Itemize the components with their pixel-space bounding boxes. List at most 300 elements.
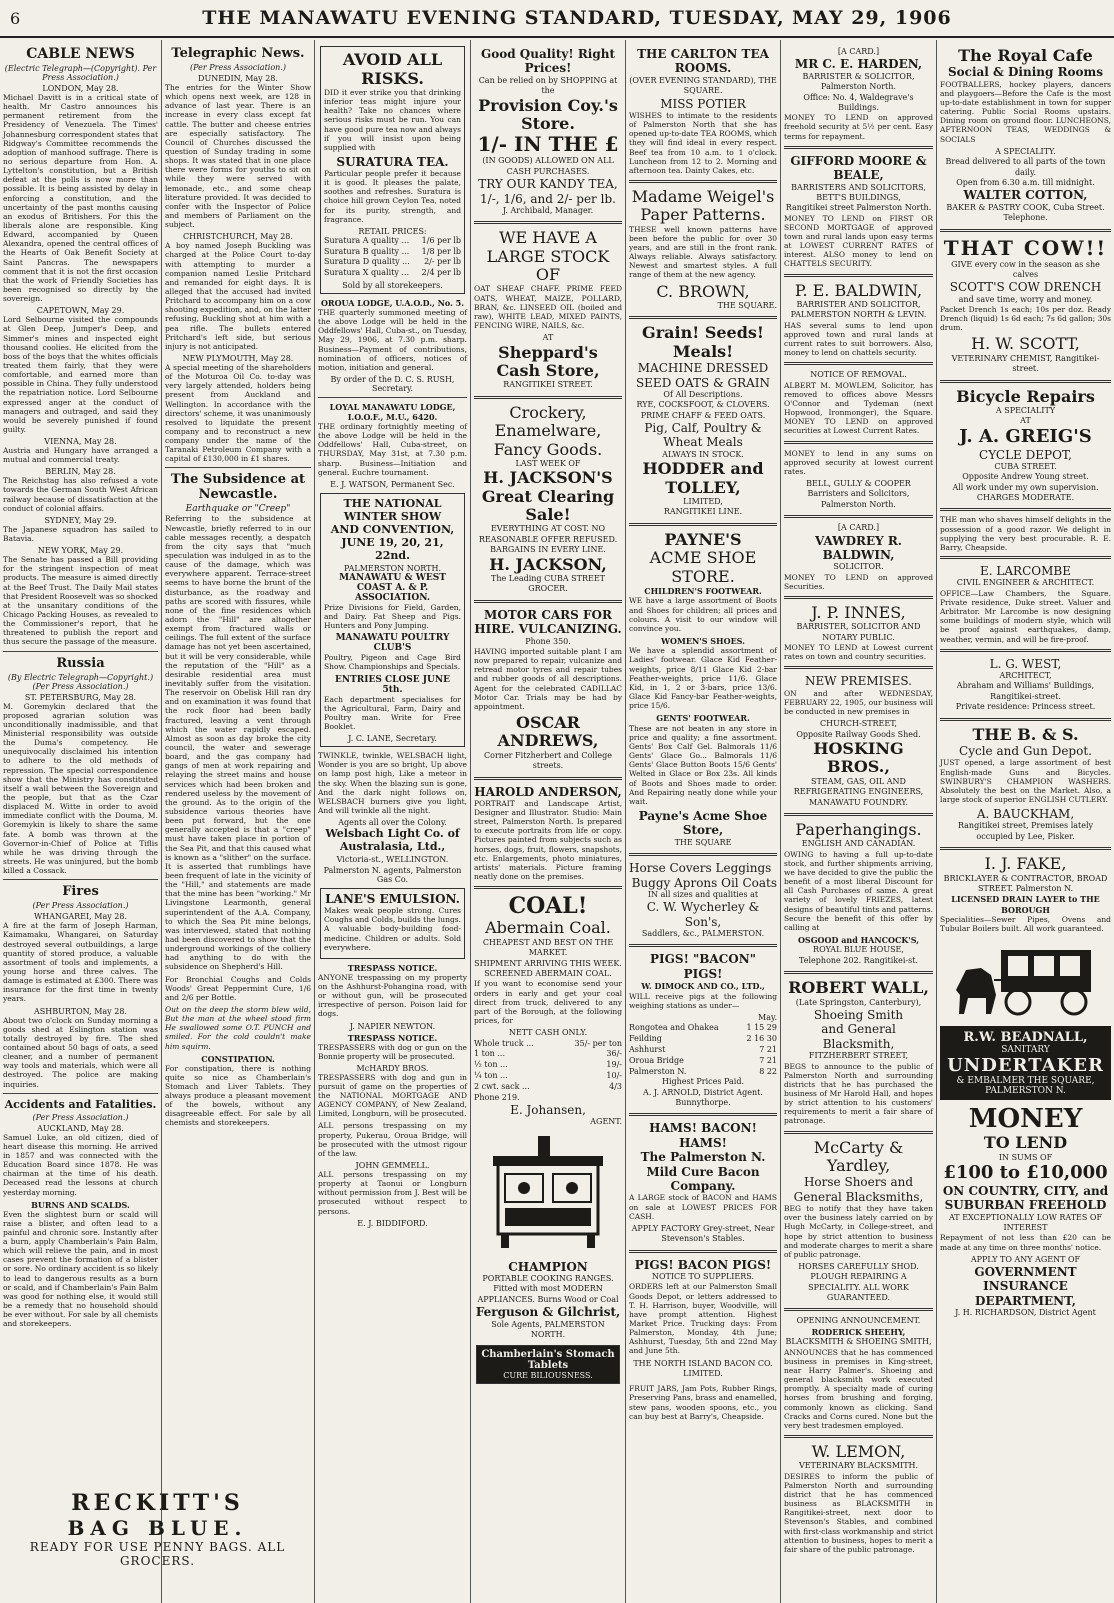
sheppard-store: Sheppard's Cash Store, <box>496 342 600 380</box>
at-greig: AT <box>1020 416 1031 426</box>
dateline-auckland: AUCKLAND, May 28. <box>37 1123 124 1133</box>
article-dunedin: The entries for the Winter Show which opens next week, are 128 in advance of last year. There is an increase in every class except fat cattle. The butter and cheese entries are especially satisfactory. The Council of Churches discussed the question of Sunday trading in some shops. It was stated that in one place there were forms for youths to sit on while they were served with lemonade, etc., and some cheap literature provided. It was decided to confer with the Inspector of Police and members of Parliament on the subject. <box>165 83 311 230</box>
mild-text: A LARGE stock of BACON and HAMS on sale at LOWEST PRICES FOR CASH. <box>629 1193 777 1221</box>
hodder: HODDER and TOLLEY, <box>642 459 764 497</box>
article-sydney: The Japanese squadron has sailed to Batavia. <box>3 524 158 544</box>
oroua-text: THE quarterly summoned meeting of the above Lodge will be held in the Oddfellows' Hall, Cuba-st., on Tuesday, May 29, 1906, at 7.30 p.m. sharp. Business—Payment of contributions, nomination of officers, notices of motion, initiation and general. <box>318 308 467 372</box>
dateline-berlin: BERLIN, May 28. <box>45 467 116 477</box>
column-6 <box>781 40 937 1603</box>
vawdrey-text: MONEY TO LEND on approved Securities. <box>784 572 933 591</box>
loyal-heading: LOYAL MANAWATU LODGE, I.O.O.F., M.U., 6420. <box>329 402 456 422</box>
vawdrey: VAWDREY R. BALDWIN, <box>815 533 902 562</box>
fires-sub: (Per Press Association.) <box>32 901 129 911</box>
always: ALWAYS IN STOCK. <box>662 449 744 459</box>
sold-label: Sold by all storekeepers. <box>342 281 443 291</box>
innes: J. P. INNES, <box>811 602 906 622</box>
royal-blue: ROYAL BLUE HOUSE, <box>813 945 904 955</box>
ad-baldwin <box>784 282 933 358</box>
mccarty: McCarty & Yardley, <box>813 1137 904 1175</box>
social: Social & Dining Rooms <box>947 65 1104 80</box>
station-row <box>629 1056 777 1067</box>
cbrown: C. BROWN, <box>656 281 750 301</box>
coal-row <box>474 1060 622 1071</box>
ad-harden <box>784 47 933 141</box>
poultry-club: MANAWATU POULTRY CLUB'S <box>335 633 450 654</box>
harden-title: BARRISTER & SOLICITOR, Palmerston North. <box>802 71 915 92</box>
station-row-value: 7 21 <box>759 1044 777 1054</box>
dateline-newplymouth: NEW PLYMOUTH, May 28. <box>182 353 294 363</box>
winter-line3: AND CONVENTION, <box>330 522 455 536</box>
bauckham-sub: Rangitikei street, Premises lately occupied by Lee, Pisker. <box>957 821 1094 841</box>
lane-secretary: J. C. LANE, Secretary. <box>348 734 437 744</box>
allsizes: IN all sizes and qualities at <box>647 889 759 899</box>
coal-row <box>474 1049 622 1060</box>
dimock-text: WILL receive pigs at the following weighing stations as under— <box>629 991 777 1010</box>
opp-young: Opposite Andrew Young street. <box>962 472 1089 482</box>
agent: AGENT. <box>590 1117 622 1127</box>
article-newplymouth: A special meeting of the shareholders of the Moturoa Oil Co. to-day was very largely attended, holders being present from Auckland and Wellington. In accordance with the directors' scheme, it was unanimously resolved to liquidate the present company and to reconstruct a new company under the name of the Taranaki Petroleum Company with a capital of £130,000 in £1 shares. <box>165 362 311 464</box>
at-sheppard: AT <box>542 333 554 343</box>
ad-constipation: For constipation, there is nothing quite so nice as Chamberlain's Stomach and Liver Tablets. They always produce a pleasant movement of the bowels, without any disagreeable effect. For sale by all chemists and storekeepers. <box>165 1063 311 1128</box>
ad-reckitts-bag-blue <box>0 1490 315 1568</box>
trespass5-sign: E. J. BIDDIFORD. <box>357 1218 428 1228</box>
page-number: 6 <box>10 8 21 28</box>
price-row-value: 1/8 per lb <box>421 246 461 256</box>
trespass4-sign: JOHN GEMMELL. <box>355 1161 430 1171</box>
osgood: OSGOOD and HANCOCK'S, <box>797 935 920 946</box>
ad-royal-cafe <box>940 47 1111 224</box>
sole-agents: Sole Agents, PALMERSTON NORTH. <box>491 1319 605 1340</box>
cotton: WALTER COTTON, <box>963 188 1088 203</box>
winter-line4: JUNE 19, 20, 21, 22nd. <box>341 535 444 562</box>
speciality: A SPECIALITY. <box>995 146 1056 156</box>
ad-jackson <box>474 404 622 595</box>
refrig: REFRIGERATING ENGINEERS, MANAWATU FOUNDRY. <box>793 787 924 807</box>
west: L. G. WEST, <box>989 656 1062 671</box>
baldwin-sub: BARRISTER AND SOLICITOR, PALMERSTON NORTH & LEVIN. <box>790 299 927 320</box>
russia-sub: (By Electric Telegraph—Copyright.) (Per Press Association.) <box>7 672 154 691</box>
harden-money: MONEY TO LEND on approved freehold security at 5½ per cent. Easy terms for repayment. <box>784 113 933 141</box>
telegraphic-heading: Telegraphic News. <box>171 46 305 61</box>
trespass3-text: TRESPASSERS with dog and gun in pursuit of game on the properties of the NATIONAL MORTGAGE AND AGENCY COMPANY, of New Zealand, Limited, Longburn, will be prosecuted. <box>318 1072 467 1119</box>
drain: LICENSED DRAIN LAYER to THE BOROUGH <box>951 894 1100 915</box>
ad-lemon <box>784 1443 933 1554</box>
bell-sub: Barristers and Solicitors, Palmerston North. <box>807 489 910 509</box>
ad-bs-cycle <box>940 726 1111 843</box>
winter-line5: PALMERSTON NORTH. <box>343 563 441 573</box>
trespass2-sign: McHARDY BROS. <box>356 1063 429 1073</box>
hosking: HOSKING BROS., <box>813 739 904 777</box>
carlton: THE CARLTON TEA ROOMS. <box>637 47 769 76</box>
ad-north-island-bacon <box>629 1258 777 1380</box>
price-row <box>324 257 461 268</box>
coal-row-label: Whole truck ... <box>474 1038 534 1048</box>
dateline-newyork: NEW YORK, May 29. <box>37 546 124 556</box>
removal: NOTICE OF REMOVAL. <box>810 370 907 380</box>
on-town: ON COUNTRY, CITY, and SUBURBAN FREEHOLD <box>942 1183 1109 1213</box>
station-row-label: Ashhurst <box>629 1044 666 1054</box>
trespass1-heading: TRESPASS NOTICE. <box>347 962 438 973</box>
opposite: Opposite Railway Goods Shed. <box>796 729 921 739</box>
cable-sub: (Electric Telegraph—(Copyright). Per Press Association.) <box>4 64 157 82</box>
prizes: Prize Divisions for Field, Garden, and Dairy. Fat Sheep and Pigs. Hunters and Pony Jumping. <box>324 602 461 631</box>
fitz: FITZHERBERT STREET, <box>808 1051 909 1061</box>
ad-mccarty <box>784 1139 933 1304</box>
beadnall: R.W. BEADNALL, <box>963 1029 1088 1045</box>
coal-title: COAL! <box>508 893 588 920</box>
ad-money-to-lend <box>940 1105 1111 1319</box>
govt-insurance: GOVERNMENT INSURANCE DEPARTMENT, <box>974 1265 1077 1308</box>
station-row-value: 8 22 <box>759 1066 777 1076</box>
bread: Bread delivered to all parts of the town daily. <box>945 157 1106 177</box>
shipment: SHIPMENT ARRIVING THIS WEEK. <box>474 958 622 968</box>
ad-carlton <box>629 47 777 175</box>
wall-text: BEGS to announce to the public of Palmerston North and surrounding districts that he has purchased the business of Mr Harold Hall, and hopes by strict attention to his customers' requirements to merit a fair share of patronage. <box>784 1061 933 1126</box>
pigs: PIGS! "BACON" PIGS! <box>650 952 756 981</box>
price-row-label: Suratura X quality ... <box>324 268 410 278</box>
prime: PRIME CHAFF & FEED OATS. <box>640 410 766 420</box>
station-row <box>629 1023 777 1034</box>
column-4 <box>471 40 626 1603</box>
ad-weigel <box>629 188 777 311</box>
oroua-heading: OROUA LODGE, U.A.O.D., No. 5. <box>320 298 465 309</box>
vawdrey-sub: SOLICITOR. <box>833 562 884 572</box>
coal-text: If you want to economise send your orders in early and get your coal direct from truck, delivered to any part of the Borough, at the following prices, for <box>474 979 622 1025</box>
newspaper-title: THE MANAWATU EVENING STANDARD, TUESDAY, MAY 29, 1906 <box>202 7 952 29</box>
harold-anderson: HAROLD ANDERSON, <box>474 784 622 799</box>
bell-text: MONEY to lend in any sums on approved security at lowest current rates. <box>784 448 933 476</box>
baldwin: P. E. BALDWIN, <box>794 280 923 300</box>
ad-west <box>940 657 1111 713</box>
coal-phone: Phone 219. <box>474 1092 520 1102</box>
welsbach-pn: Palmerston N. agents, Palmerston Gas Co. <box>323 866 462 885</box>
architect: ARCHITECT, <box>999 671 1052 681</box>
open-hours: Open from 6.30 a.m. till midnight. <box>956 177 1095 187</box>
seed: SEED OATS & GRAIN <box>635 375 771 390</box>
harden: MR C. E. HARDEN, <box>794 57 923 72</box>
lanes-text: Makes weak people strong. Cures Coughs and Colds, builds the lungs. A valuable body-building food-medicine. Children or adults. Sold everywhere. <box>324 906 461 952</box>
women-shoes: WOMEN'S SHOES. <box>661 635 745 646</box>
embalmer: & EMBALMER THE SQUARE, PALMERSTON N. <box>956 1075 1095 1096</box>
mccarty-sub: Horse Shoers and General Blacksmiths, <box>793 1175 924 1204</box>
limited: LIMITED, <box>683 497 723 507</box>
potier-text: WISHES to intimate to the residents of Palmerston North that she has opened up-to-date TEA ROOMS, which they will find ideal in every respect. Beef tea from 10 a.m. to 1 o'clock. Luncheon from 12 to 2. Morning and afternoon tea. Dainty Cakes, etc. <box>629 110 777 175</box>
cycle-gun: Cycle and Gun Depot. <box>959 744 1092 758</box>
cow-text: GIVE every cow in the season as she calves <box>951 259 1100 279</box>
crockery: Crockery, Enamelware, Fancy Goods. <box>493 402 603 459</box>
article-burns: Even the slightest burn or scald will raise a blister, and often lead to a painful and chronic sore. Instantly after a burn, apply Chamberlain's Pain Balm, which will relieve the pain, and in most cases prevent the formation of a blister or sore. No ordinary accident is so likely to lead to dangerous results as a burn or scald, and if Chamberlain's Pain Balm was good for nothing else, it would still be a remedy that no household should be ever without. For sale by all chemists and storekeepers. <box>3 1209 158 1329</box>
column-5 <box>626 40 781 1603</box>
sheehy-sub: BLACKSMITH & SHOEING SMITH, <box>785 1337 932 1347</box>
ad-coal <box>474 894 622 1128</box>
trespass4-text: ALL persons trespassing on my property, Pukerau, Oroua Bridge, will be prosecuted with the utmost rigour of the law. <box>318 1121 467 1158</box>
price-row-label: Suratura B quality ... <box>324 246 410 256</box>
that-cow: THAT COW!! <box>943 235 1108 260</box>
premises: NEW PREMISES. <box>805 674 912 689</box>
cure: CURE BILIOUSNESS. <box>503 1371 593 1381</box>
coal-row-value: 10/- <box>606 1070 622 1080</box>
coal-row-label: ½ ton ... <box>474 1060 508 1070</box>
buggy-aprons: Buggy Aprons Oil Coats <box>631 875 777 890</box>
innes-sub: BARRISTER, SOLICITOR AND NOTARY PUBLIC. <box>796 622 921 642</box>
column-3 <box>315 40 471 1603</box>
lemon-sub: VETERINARY BLACKSMITH. <box>798 1461 919 1471</box>
motorcars: MOTOR CARS FOR HIRE. VULCANIZING. <box>474 607 622 637</box>
drench: SCOTT'S COW DRENCH <box>949 280 1102 295</box>
payne2-square: THE SQUARE <box>674 837 732 847</box>
station-row-value: 7 21 <box>759 1055 777 1065</box>
price-list <box>324 236 461 279</box>
ad-bronchial: For Bronchial Coughs and Colds Woods' Great Peppermint Cure, 1/6 and 2/6 per Bottle. <box>165 974 311 1002</box>
h-jackson: H. JACKSON, <box>489 554 607 574</box>
dateline-london: LONDON, May 28. <box>42 84 119 93</box>
ad-scotts-drench <box>940 237 1111 375</box>
last-week: LAST WEEK OF <box>515 458 581 468</box>
trespass2-text: TRESPASSERS with dog or gun on the Bonnie property will be prosecuted. <box>318 1042 467 1061</box>
richardson: J. H. RICHARDSON, District Agent <box>955 1308 1096 1318</box>
ad-sheehy <box>784 1316 933 1429</box>
rangitikei-line: RANGITIKEI LINE. <box>663 507 743 517</box>
column-telegraphic-news <box>162 40 315 1603</box>
trespass1-sign: J. NAPIER NEWTON. <box>349 1021 436 1031</box>
a-speciality: A SPECIALITY <box>995 406 1056 416</box>
dateline-dunedin: DUNEDIN, May 28. <box>198 74 278 83</box>
repayment: Repayment of not less than £20 can be made at any time on three months' notice. <box>940 1233 1111 1252</box>
reckitt-line2: BAG BLUE. <box>67 1516 248 1540</box>
amount: £100 to £10,000 <box>943 1162 1108 1184</box>
mild-cure: The Palmerston N. Mild Cure Bacon Company. <box>640 1150 766 1194</box>
apply: APPLY TO ANY AGENT OF <box>970 1254 1081 1264</box>
price-row-value: 1/6 per lb <box>421 235 461 245</box>
coal-row-label: 1 ton ... <box>474 1049 505 1059</box>
suppliers-text: ORDERS left at our Palmerston Small Goods Depot, or letters addressed to T. H. Harrison, buyer, Woodville, will have prompt attention. Highest Market Price. Trucking days: From Palmerston, Monday, 4th June; Ashhurst, Tuesday, 5th and 22nd May and June 5th. <box>629 1282 777 1356</box>
welsbach-agents: Agents all over the Colony. <box>338 818 447 828</box>
coal-row <box>474 1071 622 1082</box>
rye: RYE, COCKSFOOT, & CLOVERS. <box>636 400 770 410</box>
telegraphic-sub: (Per Press Association.) <box>190 63 286 72</box>
larcombe: E. LARCOMBE <box>980 564 1071 579</box>
dimock: W. DIMOCK AND CO., LTD., <box>641 981 765 992</box>
card2: [A CARD.] <box>837 523 880 533</box>
opening: OPENING ANNOUNCEMENT. <box>796 1316 921 1326</box>
article-newyork: The Senate has passed a Bill providing for the stringent inspection of meat products. The measure is aimed directly at the Beef Trust. The Daily Mail states that President Roosevelt was so shocked at the unsanitary conditions of the Chicago Packing Houses, as revealed to the Commissioner's report, that he threatened to publish the report and thus secure the passage of the measure. <box>3 555 158 647</box>
baldwin-text: HAS several sums to lend upon approved town and rural lands at current rates to suit borrowers. Also, money to lend on chattels security. <box>784 320 933 358</box>
article-russia: M. Goremykin declared that the proposed agrarian solution was unconditionally inadmissible, and that Ministerial responsibility was outside the Duma's competency. He unequivocally disclaimed his intention to adhere to the old methods of repression. The special correspondence show that the Ministry has constituted itself a wall between the Sovereign and the people, but that as the Czar displaced M. Witte in order to avoid immediate conflict with the Douma, M. Goremykin is likely to share the same fate. A bomb was thrown at the Governor-in-Chief of Police at Tiflis while he was driving through the streets. He was uninjured, but the bomb killed a Cossack. <box>3 701 158 876</box>
coal-price-list <box>474 1039 622 1093</box>
dateline-petersburg: ST. PETERSBURG, May 28. <box>24 692 137 702</box>
ad-vawdrey <box>784 523 933 591</box>
ad-beadnall <box>940 1026 1111 1100</box>
article-london: Michael Davitt is in a critical state of health. Mr Castro announces his permanent retirement from the Presidency of Venezuela. The Times' Johannesburg correspondent states that Ridgway's Committee recommends the adoption of manhood suffrage. There is no serious departure from Hon. A. Lyttelton's constitution, but a British defeat at the polls is now more than possible. It is being assisted by delay in enforcing a constitution, and the uncertainty of the past months causing an exodus of Britishers. For this the liberals alone are responsible. King Edward, accompanied by Queen Alexandra, opened the central offices of the Hearts of Oak Benefit Society at Saint Pancras. The newspapers comment that it is not the first occasion that the work of Friendly Societies has been recognised so directly by the sovereign. <box>3 93 158 304</box>
bicycle-repairs: Bicycle Repairs <box>956 386 1095 406</box>
welsbach-location: Victoria-st., WELLINGTON. <box>336 855 449 865</box>
kandy-tea: TRY OUR KANDY TEA, 1/-, 1/6, and 2/- per lb. <box>478 177 618 206</box>
station-row-label: Feilding <box>629 1034 662 1044</box>
private-residence: Private residence: Princess street. <box>955 702 1096 712</box>
subsidence-sub: Earthquake or "Creep" <box>185 504 291 515</box>
weigel: Madame Weigel's Paper Patterns. <box>631 186 775 225</box>
price-row <box>324 247 461 258</box>
trespass2-heading: TRESPASS NOTICE. <box>347 1032 438 1043</box>
church: CHURCH-STREET, <box>820 719 897 729</box>
wycherley: C. W. Wycherley & Son's, <box>646 900 760 929</box>
packet: Packet Drench 1s each; 10s per doz. Ready Drench (liquid) 1s 6d each; 7s 6d gallon; 30s drum. <box>940 305 1111 333</box>
factory: APPLY FACTORY Grey-street, Near Stevenson's Stables. <box>631 1223 775 1244</box>
ad-champion <box>474 1260 622 1341</box>
station-row <box>629 1067 777 1078</box>
steam: STEAM, GAS, OIL AND <box>811 776 906 786</box>
arnold: A. J. ARNOLD, District Agent. Bunnythorpe. <box>643 1087 763 1108</box>
station-row-value: 2 16 30 <box>746 1034 777 1044</box>
cost-line: EVERYTHING AT COST. NO REASONABLE OFFER REFUSED. BARGAINS IN EVERY LINE. <box>478 524 618 555</box>
gifford-sub: BARRISTERS AND SOLICITORS, BETT'S BUILDINGS, <box>791 182 926 202</box>
sheehy: RODERICK SHEEHY, <box>811 1326 906 1337</box>
bs: THE B. & S. <box>972 724 1079 744</box>
payne2: Payne's Acme Shoe Store, <box>638 808 768 838</box>
quality-line: Good Quality! Right Prices! <box>480 47 616 76</box>
ad-innes <box>784 604 933 661</box>
carlton-sub: (OVER EVENING STANDARD), THE SQUARE. <box>629 75 777 96</box>
suratura-text: Particular people prefer it because it is good. It pleases the palate, soothes and refreshes. Suratura is choice hill grown Ceylon Tea, noted for its purity, strength, and fragrance. <box>324 168 461 224</box>
johansen: E. Johansen, <box>510 1102 586 1117</box>
price-row-label: Suratura D quality ... <box>324 257 410 267</box>
cable-heading: CABLE NEWS <box>26 46 135 62</box>
ad-provision <box>474 47 622 216</box>
price-row <box>324 236 461 247</box>
article-berlin: The Reichstag has also refused a vote towards the German South West African railway because of dissatisfaction at the conduct of colonial affairs. <box>3 476 158 513</box>
accidents-heading: Accidents and Fatalities. <box>4 1097 157 1111</box>
station-row-label: Oroua Bridge <box>629 1055 684 1065</box>
ad-lanes-emulsion <box>320 888 465 959</box>
dateline-christchurch: CHRISTCHURCH, May 28. <box>183 232 293 242</box>
dateline-whangarei: WHANGAREI, May 28. <box>34 912 127 922</box>
station-row-value: 1 15 29 <box>746 1023 777 1033</box>
winter-line2: WINTER SHOW <box>343 509 442 523</box>
chamberlain: Chamberlain's Stomach Tablets <box>481 1349 615 1372</box>
column-cable-news <box>0 40 162 1603</box>
trespass5-text: ALL persons trespassing on my property at Taonui or Longburn without permission from J. Best will be prosecuted without respect to persons. <box>318 1170 467 1216</box>
exceptionally: AT EXCEPTIONALLY LOW RATES OF INTEREST <box>948 1212 1103 1233</box>
subsidence-heading: The Subsidence at Newcastle. <box>170 472 306 503</box>
archibald: J. Archibald, Manager. <box>502 205 594 215</box>
bell: BELL, GULLY & COOPER <box>806 478 911 488</box>
article-vienna: Austria and Hungary have arranged a mutual and commercial treaty. <box>3 446 158 465</box>
ad-bell <box>784 449 933 511</box>
column-7 <box>937 40 1114 1603</box>
dateline-vienna: VIENNA, May 28. <box>44 437 117 447</box>
stations-list <box>629 1023 777 1077</box>
coal-row-label: ¼ ton ... <box>474 1070 508 1080</box>
ad-paperhangings <box>784 821 933 966</box>
burns-heading: BURNS AND SCALDS. <box>31 1199 130 1210</box>
fake: I. J. FAKE, <box>984 854 1067 874</box>
coal-row <box>474 1039 622 1050</box>
phone: Phone 350. <box>525 636 571 646</box>
entries-text: Each department specialises for the Agricultural, Farm, Dairy and Poultry man. Write for Free Booklet. <box>324 694 461 731</box>
reckitt-line3: READY FOR USE PENNY BAGS. ALL GROCERS. <box>29 1540 286 1568</box>
to-lend: TO LEND <box>983 1133 1068 1153</box>
loyal-text: THE ordinary fortnightly meeting of the above Lodge will be held in the Oddfellows' Hall, Cuba-street, on THURSDAY, May 31st, at 7.30 p.m. sharp. Business—Initiation and general. Euchre tournament. <box>318 422 467 477</box>
gents-text: These are not beaten in any store in price and quality; a fine assortment. Gents' Box Calf Gel. Balmorals 11/6 Gents' Glace Go... Balmorals 11/6 Gents' Glace Button Boots 15/6 Gents' Welted in Glace or Box 23s. All kinds of Boots and Shoes made to order. And Repairing neatly done while your wait. <box>629 723 777 806</box>
poultry-text: Poultry, Pigeon and Cage Bird Show. Championships and Specials. <box>324 653 461 672</box>
ad-payne <box>629 531 777 848</box>
square: THE SQUARE. <box>717 300 777 310</box>
harold-text: PORTRAIT and Landscape Artist, Designer and Illustrator. Studio: Main street, Palmerston North. Is prepared to execute portraits from life or copy. Pictures painted from subjects such as horses, dogs, fruit, flowers, snapshots, etc. Enlargements, photo miniatures, artists' materials. Picture framing neatly done on the premises. <box>474 798 622 882</box>
avoid-text: DID it ever strike you that drinking inferior teas might injure your health? Take no chances where serious risks must be run. You can have good pure tea now and always if you will insist upon being supplied with <box>324 88 461 152</box>
ad-hodder <box>629 324 777 517</box>
gifford: GIFFORD MOORE & BEALE, <box>790 153 927 183</box>
machine: MACHINE DRESSED <box>637 361 769 376</box>
horse-covers: Horse Covers Leggings <box>629 861 772 876</box>
russia-heading: Russia <box>56 655 105 671</box>
oscar-andrews: OSCAR ANDREWS, <box>497 712 599 751</box>
lemon-text: DESIRES to inform the public of Palmerston North and surrounding district that he has commenced business as BLACKSMITH in Rangitikei-street, next door to Stevenson's Stables, and combined with first-class workmanship and strict attention to business, hopes to merit a fair share of the public patronage. <box>784 1471 933 1554</box>
station-row <box>629 1034 777 1045</box>
article-christchurch: A boy named Joseph Buckling was charged at the Police Court to-day with attempting to murder a companion named Leslie Pritchard and remanded for eight days. It is alleged that the accused had invited Pritchard to accompany him on a cow shooting expedition, and, on the latter refusing, Buckling shot at him with a pea rifle. The bullets entered Pritchard's left side, but serious injury is not anticipated. <box>165 241 311 351</box>
welsbach-poem: TWINKLE, twinkle, WELSBACH light, Wonder is you are so bright, Up above on lamp post high, Like a meteor in the sky. When the blazing sun is gone, And the dark night follows on, WELSBACH burners give you light, And will twinkle all the night. <box>318 751 467 815</box>
innes-text: MONEY TO LEND at Lowest current rates on town and country securities. <box>784 643 933 662</box>
cycle-depot: CYCLE DEPOT, <box>979 447 1072 462</box>
save-money: and save time, worry and money. <box>958 294 1093 304</box>
ad-greig <box>940 388 1111 504</box>
paper-text: OWING to having a full up-to-date stock, and further shipments arriving, we have decided to give the public the benefit of a most liberal Discount for all Cash Purchases of same. A great variety of lovely FRIEZES, latest designs of beautiful tints and patterns. Secure the benefit of this offer by calling at <box>784 849 933 932</box>
provision-store: Provision Coy.'s Store. <box>478 95 618 133</box>
suratura-title: SURATURA TEA. <box>336 154 449 169</box>
wehave: WE HAVE A LARGE STOCK OF <box>486 228 610 285</box>
sheehy-text: ANNOUNCES that he has commenced business in premises in King-street, near Harry Palmer's. Shoeing and general blacksmith work executed promptly. A specialty made of curing horses from brushing and forging, commonly known as clicking. Sand Cracks and Corns cured. None but the very best tradesmen employed. <box>784 1347 933 1430</box>
article-ashburton: About two o'clock on Sunday morning a goods shed at Eslington station was totally destroyed by fire. The shed contained about 50 bags of oats, a seed cleaner, and a number of permanent way tools and materials, which were all destroyed. The police are making inquiries. <box>3 1015 158 1089</box>
telephone: Telephone 202. Rangitikei-st. <box>799 955 918 965</box>
cuba-street: CUBA STREET. <box>994 461 1057 471</box>
cooking-range-icon <box>474 1134 622 1254</box>
mccarty-text: BEG to notify that they have taken over the business lately carried on by Hugh McCarty, in College-street, and hope by strict attention to business and moderate charges to merit a share of public patronage. <box>784 1204 933 1259</box>
ad-hosking <box>784 674 933 808</box>
loyal-sign: E. J. WATSON, Permanent Sec. <box>330 479 455 489</box>
suppliers: NOTICE TO SUPPLIERS. <box>651 1272 755 1282</box>
entries-close: ENTRIES CLOSE JUNE 5th. <box>335 674 450 695</box>
pig-meals: Pig, Calf, Poultry & Wheat Meals <box>644 421 762 450</box>
fake-sub: BRICKLAYER & CONTRACTOR, BROAD STREET. Palmerston N. <box>943 873 1108 894</box>
wall-sub: (Late Springston, Canterbury), <box>795 997 922 1007</box>
accidents-sub: (Per Press Association.) <box>32 1112 129 1122</box>
avoid-title: AVOID ALL RISKS. <box>342 50 443 88</box>
west-text: Abraham and Williams' Buildings, Rangitikei-street. <box>956 681 1095 701</box>
winter-line1: THE NATIONAL <box>343 496 442 510</box>
article-fires: A fire at the farm of Joseph Harman, Kaimamaku, Whangarei, on Saturday destroyed several outbuildings, a large quantity of stored produce, a valuable assortment of tools and implements, a young horse and three calves. The damage is estimated at £300. There was insurance for the first time in twenty years. <box>3 921 158 1004</box>
article-subsidence: Referring to the subsidence at Newcastle, briefly referred to in our cable messages recently, a despatch from the city says that "much speculation was indulged in as to the cause of the damage, which was everywhere apparent. Terrace-street seems to have borne the brunt of the disturbance, as the roadway and paths are scored with fissures, while none of the fine residences which adorn the "Hill" are altogether exempt from fractured walls or ceilings. The full extent of the surface damage has not yet been ascertained, but it will be very considerable, while the reputation of the "Hill" as a desirable residential area must inevitably suffer from the visitation. The reservoir on Obelisk Hill ran dry and on examination it was found that the rock floor had been badly fractured, leaving a vent through which the water rapidly escaped. Almost as soon as day broke the city council, the water and sewerage board, and the gas company had gangs of men at work repairing and relaying the street mains and house services which had been broken and rendered useless by the movement of the ground. As to the origin of the subsidence various theories have been put forward, but the one generally accepted is that a "creep" must have taken place in portion of the Sea Pit, and that this caused what is known as a "slither" on the surface. It is asserted that rumblings have been frequent of late in the vicinity of the "Hill," and statements are made that the mine has been "working." Mr Livingstone Learmonth, general superintendent of the A.A. Company, to which the Sea Pit mine belongs, was interviewed, stated that nothing had been discovered to show that the underground workings of the colliery had anything to do with the subsidence on Shepherd's Hill. <box>165 514 311 972</box>
ad-dimock <box>629 952 777 1108</box>
shopping-line: Can be relied on by SHOPPING at the <box>478 75 618 96</box>
shoeing: Shoeing Smith <box>813 1007 904 1022</box>
fruit-jars: FRUIT JARS, Jam Pots, Rubber Rings, Preserving Pans, brass and enamelled, stew pans, wooden spoons, etc., you can buy best at Barry's, Cheapside. <box>629 1384 777 1421</box>
removal-text: ALBERT M. MOWLEM, Solicitor, has removed to offices above Messrs O'Connor and Tydeman (next Hopwood, Ironmonger), the Square. MONEY TO LEND on approved securities at Lowest Current Rates. <box>784 380 933 436</box>
reckitt-line1: RECKITT'S <box>71 1490 244 1516</box>
pigs2: PIGS! BACON PIGS! <box>634 1257 772 1272</box>
bauckham: A. BAUCKHAM, <box>976 807 1075 822</box>
columns <box>0 40 1114 1603</box>
station-row-label: Palmerston N. <box>629 1066 687 1076</box>
constipation-heading: CONSTIPATION. <box>201 1053 275 1064</box>
dateline-capetown: CAPETOWN, May 29. <box>36 306 125 316</box>
station-row <box>629 1045 777 1056</box>
weigel-text: THESE well known patterns have been before the public for over 30 years, and are still in the front rank. Always reliable. Always satisfactory. Newest and smartest styles. A full range of them at the new agency. <box>629 224 777 280</box>
all-work: All work under my own supervision. CHARGES MODERATE. <box>952 482 1099 503</box>
may: May. <box>758 1012 777 1022</box>
hearse-icon <box>940 940 1111 1020</box>
station-row-label: Rongotea and Ohakea <box>629 1023 719 1033</box>
fires-heading: Fires <box>62 884 99 900</box>
abermain: Abermain Coal. <box>485 918 611 938</box>
